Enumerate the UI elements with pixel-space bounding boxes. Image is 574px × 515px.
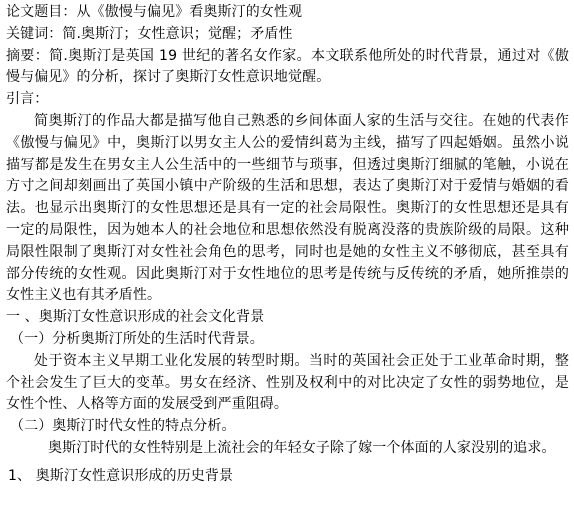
subsection-numbered-heading: 1、 奥斯汀女性意识形成的历史背景 xyxy=(8,467,234,484)
paper-title: 论文题目：从《傲慢与偏见》看奥斯汀的女性观 xyxy=(6,4,303,20)
section-1-heading: 一 、奥斯汀女性意识形成的社会文化背景 xyxy=(6,309,265,326)
subsection-1-paragraph: 处于资本主义早期工业化发展的转型时期。当时的英国社会正处于工业革命时期，整个社会发生了巨大的变革。男女在经济、性别及权利中的对比决定了女性的弱势地位，是女性个性、人格等方面的发展受到严重阻碍。 xyxy=(6,352,569,413)
subsection-2-heading: （二）奥斯汀时代女性的特点分析。 xyxy=(10,418,236,435)
intro-label: 引言： xyxy=(6,91,49,108)
abstract-paragraph: 摘要：简.奥斯汀是英国 19 世纪的著名女作家。本文联系他所处的时代背景，通过对《傲慢与偏见》的分析，探讨了奥斯汀女性意识地觉醒。 xyxy=(6,47,569,86)
subsection-2-paragraph: 奥斯汀时代的女性特别是上流社会的年轻女子除了嫁一个体面的人家没别的追求。 xyxy=(48,439,556,456)
keywords-line: 关键词：简.奥斯汀；女性意识；觉醒；矛盾性 xyxy=(6,25,293,42)
subsection-1-heading: （一）分析奥斯汀所处的生活时代背景。 xyxy=(10,330,264,347)
intro-paragraph: 简奥斯汀的作品大都是描写他自己熟悉的乡间体面人家的生活与交往。在她的代表作《傲慢与偏见》中，奥斯汀以男女主人公的爱情纠葛为主线，描写了四起婚姻。虽然小说描写都是发生在男女主人公生活中的一些细节与琐事，但透过奥斯汀细腻的笔触，小说在方寸之间却刻画出了英国小镇中产阶级的生活和思想，表达了奥斯汀对于爱情与婚姻的看法。也显示出奥斯汀的女性思想还是具有一定的社会局限性。奥斯汀的女性思想还是具有一定的局限性，因为她本人的社会地位和思想依然没有脱离没落的贵族阶级的局限。这种局限性限制了奥斯汀对女性社会角色的思考，同时也是她的女性主义不够彻底，甚至具有部分传统的女性观。因此奥斯汀对于女性地位的思考是传统与反传统的矛盾，她所推崇的女性主义也有其矛盾性。 xyxy=(6,112,569,304)
document-body xyxy=(6,2,569,515)
